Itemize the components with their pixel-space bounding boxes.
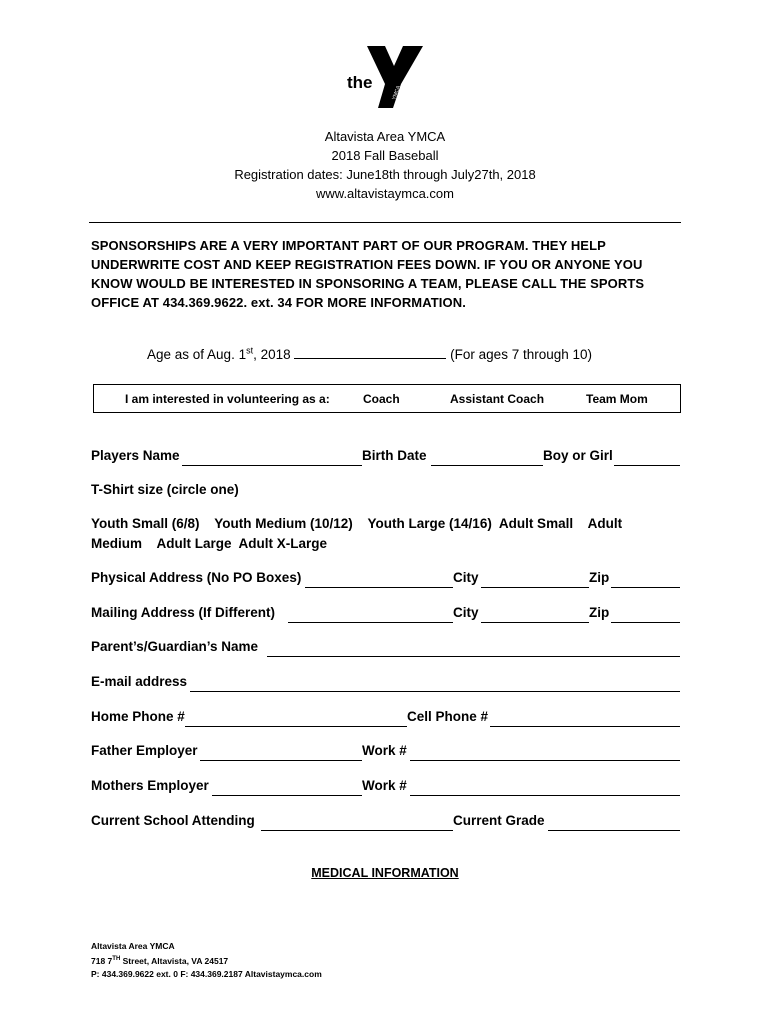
tshirt-label: T-Shirt size (circle one) — [91, 482, 239, 497]
grade-label: Current Grade — [453, 813, 545, 828]
boy-girl-line[interactable] — [614, 465, 680, 466]
volunteer-option-team-mom[interactable]: Team Mom — [586, 392, 648, 406]
volunteer-box — [93, 384, 681, 413]
birth-date-label: Birth Date — [362, 448, 427, 463]
physical-address-label: Physical Address (No PO Boxes) — [91, 570, 302, 585]
footer-contact: P: 434.369.9622 ext. 0 F: 434.369.2187 Altavistaymca.com — [91, 968, 322, 979]
tshirt-options-line1: Youth Small (6/8) Youth Medium (10/12) Youth Large (14/16) Adult Small Adult — [91, 516, 623, 531]
mother-work-line[interactable] — [410, 795, 680, 796]
father-employer-line[interactable] — [200, 760, 362, 761]
age-note: (For ages 7 through 10) — [450, 347, 593, 362]
players-name-line[interactable] — [182, 465, 362, 466]
mother-employer-line[interactable] — [212, 795, 362, 796]
mother-employer-label: Mothers Employer — [91, 778, 209, 793]
mailing-address-row — [91, 605, 681, 621]
program-title: 2018 Fall Baseball — [331, 148, 439, 163]
mother-work-label: Work # — [362, 778, 407, 793]
players-row — [91, 448, 681, 464]
age-label-year: , 2018 — [253, 347, 291, 362]
home-phone-line[interactable] — [185, 726, 407, 727]
physical-address-row — [91, 570, 681, 586]
divider — [89, 222, 681, 223]
physical-address-line[interactable] — [305, 587, 453, 588]
org-name: Altavista Area YMCA — [324, 129, 446, 144]
school-row — [91, 813, 681, 829]
guardian-label: Parent’s/Guardian’s Name — [91, 639, 259, 654]
father-row — [91, 743, 681, 759]
age-row — [147, 345, 592, 362]
father-work-line[interactable] — [410, 760, 680, 761]
email-line[interactable] — [190, 691, 680, 692]
cell-phone-label: Cell Phone # — [407, 709, 489, 724]
tshirt-options-row-2[interactable] — [91, 536, 681, 552]
boy-girl-label: Boy or Girl — [543, 448, 613, 463]
age-input-line[interactable] — [294, 345, 446, 359]
players-name-label: Players Name — [91, 448, 180, 463]
cell-phone-line[interactable] — [490, 726, 680, 727]
mailing-zip-line[interactable] — [611, 622, 680, 623]
email-row — [91, 674, 681, 690]
physical-city-label: City — [453, 570, 479, 585]
ymca-logo — [345, 44, 427, 110]
guardian-line[interactable] — [267, 656, 680, 657]
logo-the-text: the — [347, 73, 373, 92]
father-employer-label: Father Employer — [91, 743, 198, 758]
footer — [91, 940, 322, 981]
guardian-row — [91, 639, 681, 655]
age-label-sup: st — [246, 345, 254, 356]
volunteer-option-coach[interactable]: Coach — [363, 392, 400, 406]
home-phone-label: Home Phone # — [91, 709, 185, 724]
father-work-label: Work # — [362, 743, 407, 758]
phone-row — [91, 709, 681, 725]
logo-ymca-text: YMCA — [391, 85, 402, 101]
birth-date-line[interactable] — [431, 465, 543, 466]
email-label: E-mail address — [91, 674, 188, 689]
tshirt-options-row[interactable] — [91, 516, 681, 532]
sponsorship-notice: SPONSORSHIPS ARE A VERY IMPORTANT PART OF OUR PROGRAM. THEY HELP UNDERWRITE COST AND KEEP REGISTRATION FEES DOWN. IF YOU OR ANYONE YOU KNOW WOULD BE INTERESTED IN SPONSORING A TEAM, PLEASE CALL THE SPORTS OFFICE AT 434.369.9622. ext. 34 FOR MORE INFORMATION. — [91, 238, 645, 310]
mailing-zip-label: Zip — [589, 605, 610, 620]
mother-row — [91, 778, 681, 794]
volunteer-option-assistant-coach[interactable]: Assistant Coach — [450, 392, 545, 406]
volunteer-label: I am interested in volunteering as a: — [125, 392, 330, 406]
footer-address: 718 7TH Street, Altavista, VA 24517 — [91, 955, 229, 966]
tshirt-options-line2: Medium Adult Large Adult X-Large — [91, 536, 328, 551]
mailing-city-line[interactable] — [481, 622, 589, 623]
mailing-address-line[interactable] — [288, 622, 453, 623]
school-line[interactable] — [261, 830, 453, 831]
age-label: Age as of Aug. 1 — [147, 347, 247, 362]
website: www.altavistaymca.com — [316, 186, 454, 201]
footer-org: Altavista Area YMCA — [91, 941, 175, 951]
physical-city-line[interactable] — [481, 587, 589, 588]
school-label: Current School Attending — [91, 813, 255, 828]
mailing-city-label: City — [453, 605, 479, 620]
registration-dates: Registration dates: June18th through July27th, 2018 — [234, 167, 536, 182]
medical-heading: MEDICAL INFORMATION — [311, 866, 459, 880]
physical-zip-label: Zip — [589, 570, 610, 585]
tshirt-label-row — [91, 482, 681, 498]
grade-line[interactable] — [548, 830, 680, 831]
physical-zip-line[interactable] — [611, 587, 680, 588]
mailing-address-label: Mailing Address (If Different) — [91, 605, 276, 620]
